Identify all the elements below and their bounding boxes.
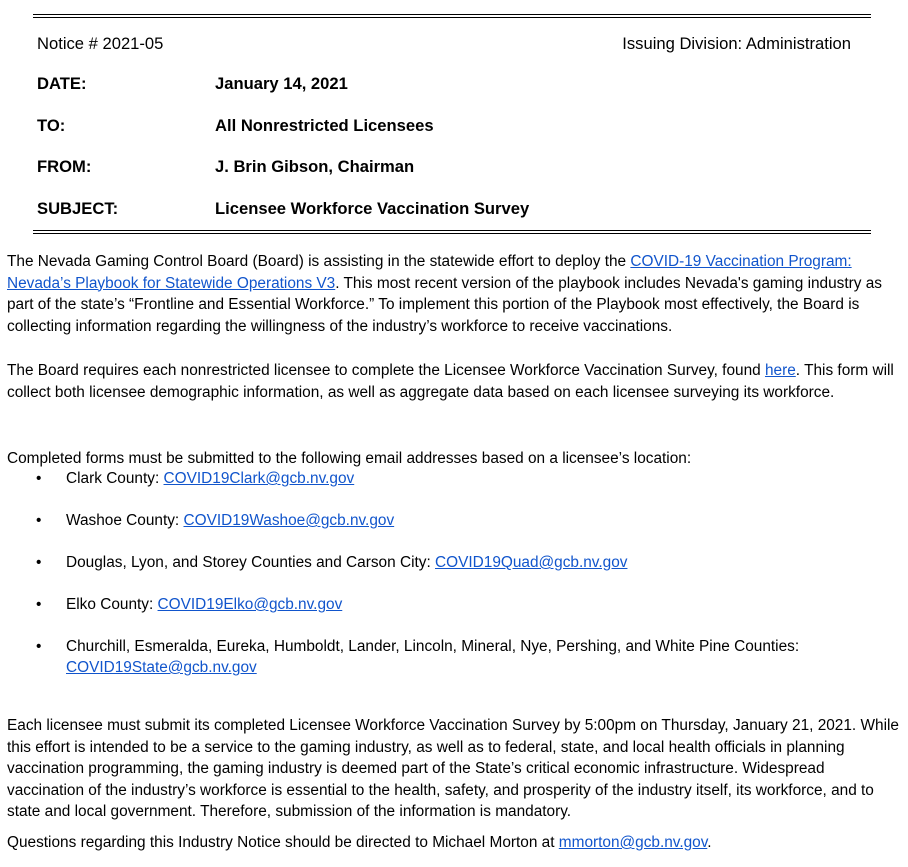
email-link-clark[interactable]: COVID19Clark@gcb.nv.gov (163, 470, 355, 487)
bullet-icon: • (36, 470, 42, 487)
bullet-icon: • (36, 596, 42, 613)
header-row-to (33, 110, 871, 152)
survey-text-rest: . This form will collect both licensee demographic information, as well as aggregate data based on each licensee surveying its workforce. (7, 362, 894, 401)
header-value: January 14, 2021 (215, 74, 348, 93)
email-link-washoe[interactable]: COVID19Washoe@gcb.nv.gov (183, 512, 395, 529)
email-link-elko[interactable]: COVID19Elko@gcb.nv.gov (157, 596, 343, 613)
list-item (36, 552, 896, 573)
intro-text-rest: . This most recent version of the playbook includes Nevada's gaming industry as part of the state’s “Frontline and Essential Workforce.” To implement this portion of the Playbook most effectively, the Board is collecting information regarding the willingness of the industry’s workforce to receive vaccinations. (7, 274, 882, 335)
list-item (36, 636, 896, 678)
list-item (36, 510, 896, 531)
bullet-icon: • (36, 638, 42, 655)
header-row-date (33, 68, 871, 110)
header-label: TO: (37, 115, 66, 135)
county-label: Elko County: (66, 596, 158, 613)
paragraph-deadline: Each licensee must submit its completed Licensee Workforce Vaccination Survey by 5:00pm on Thursday, January 21, 2021. While this effort is intended to be a service to the gaming industry, as well as to federal, state, and local health officials in planning vaccination programming, the gaming industry is deemed part of the State’s critical economic infrastructure. Widespread vaccination of the industry’s workforce is essential to the health, safety, and prosperity of the industry itself, its workforce, and to state and local government. Therefore, submission of the information is mandatory. (7, 717, 899, 820)
top-rule-2 (33, 17, 871, 18)
contact-email-link[interactable]: mmorton@gcb.nv.gov (558, 834, 708, 851)
email-link-state[interactable]: COVID19State@gcb.nv.gov (66, 659, 257, 676)
paragraph-survey (7, 360, 899, 403)
email-link-quad[interactable]: COVID19Quad@gcb.nv.gov (435, 554, 628, 571)
header-row-from (33, 151, 871, 193)
questions-text-end: . (707, 834, 712, 851)
top-rule-1 (33, 14, 871, 15)
header-label: FROM: (37, 157, 92, 176)
questions-text: Questions regarding this Industry Notice should be directed to Michael Morton at (7, 834, 559, 851)
notice-header (33, 14, 871, 236)
county-label: Washoe County: (66, 512, 184, 529)
bottom-rule-1 (33, 230, 871, 231)
list-item (36, 468, 896, 489)
header-row-subject (33, 193, 871, 230)
county-label: Clark County: (66, 470, 164, 487)
intro-text: The Nevada Gaming Control Board (Board) is assisting in the statewide effort to deploy the (7, 253, 631, 270)
survey-text: The Board requires each nonrestricted licensee to complete the Licensee Workforce Vaccination Survey, found (7, 362, 765, 379)
bottom-rule-2 (33, 233, 871, 234)
survey-here-link[interactable]: here (764, 362, 796, 379)
paragraph-intro (7, 251, 899, 337)
header-label: SUBJECT: (37, 198, 119, 218)
county-label: Douglas, Lyon, and Storey Counties and Carson City: (66, 554, 436, 571)
header-value: Licensee Workforce Vaccination Survey (215, 198, 530, 218)
playbook-link[interactable]: COVID-19 Vaccination Program: Nevada’s Playbook for Statewide Operations V3 (7, 253, 852, 292)
bullet-icon: • (36, 554, 42, 571)
list-item (36, 594, 896, 615)
bullet-icon: • (36, 512, 42, 529)
paragraph-questions (7, 832, 899, 854)
notice-header-top (33, 20, 871, 68)
issuing-division: Issuing Division: Administration (622, 34, 851, 53)
email-list (36, 468, 896, 678)
header-value: All Nonrestricted Licensees (215, 115, 434, 135)
county-label: Churchill, Esmeralda, Eureka, Humboldt, Lander, Lincoln, Mineral, Nye, Pershing, and White Pine Counties: (66, 638, 800, 655)
paragraph-submission: Completed forms must be submitted to the following email addresses based on a licensee’s location: (7, 450, 692, 467)
header-label: DATE: (37, 74, 87, 93)
header-value: J. Brin Gibson, Chairman (215, 157, 415, 176)
notice-number: Notice # 2021-05 (37, 34, 164, 53)
